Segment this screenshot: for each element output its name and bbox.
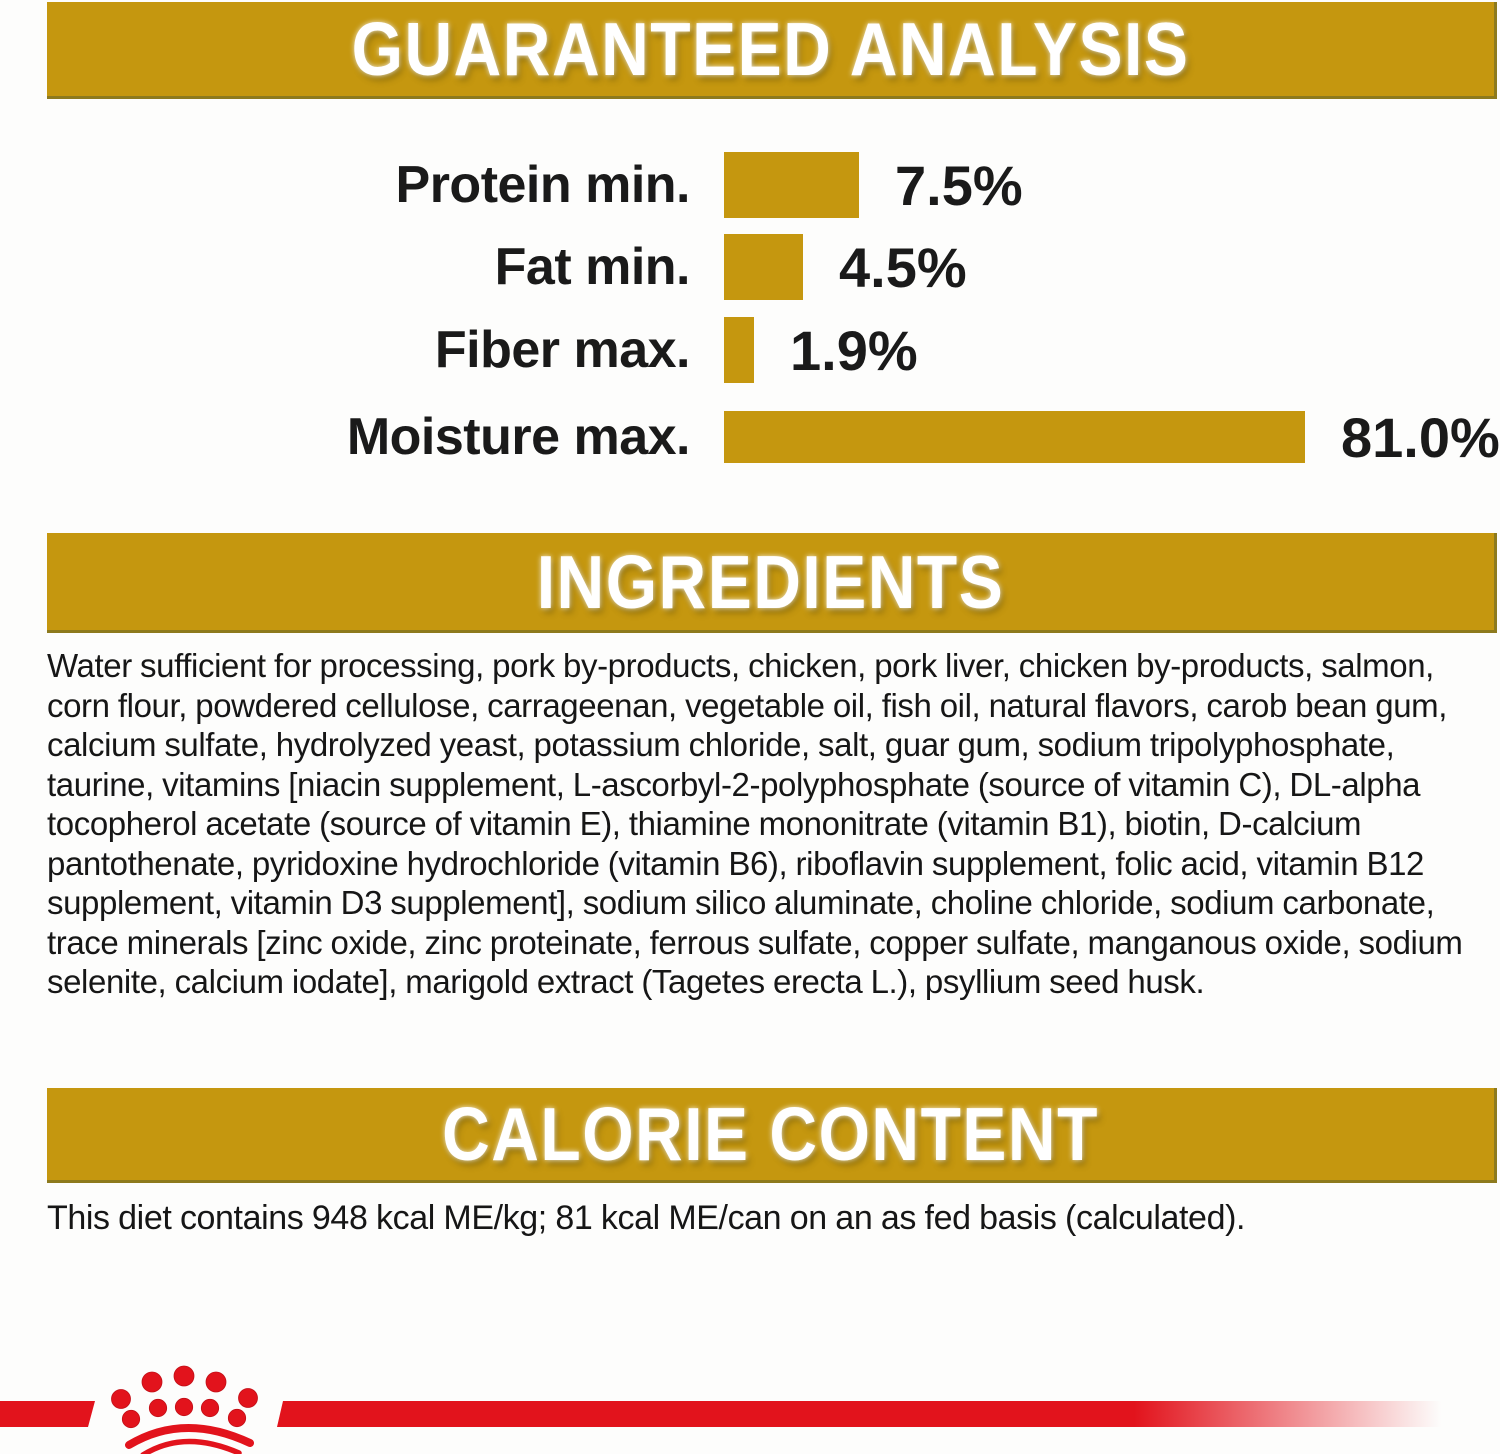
calorie-content-banner [47, 1088, 1497, 1183]
ingredients-title: INGREDIENTS [536, 539, 1005, 624]
chart-label-protein: Protein min. [395, 156, 690, 214]
guaranteed-analysis-banner [47, 2, 1497, 99]
red-stripe-left [0, 1401, 95, 1427]
guaranteed-analysis-title: GUARANTEED ANALYSIS [351, 6, 1190, 92]
red-stripe-right [277, 1401, 1465, 1427]
crown-logo-icon [112, 1366, 258, 1454]
ingredients-banner [47, 533, 1497, 633]
chart-bar-protein [724, 152, 859, 218]
calorie-content-title: CALORIE CONTENT [442, 1091, 1099, 1177]
chart-value-fat: 4.5% [839, 235, 967, 299]
chart-row-fiber [0, 310, 918, 390]
chart-bar-fat [724, 234, 803, 300]
chart-value-moisture: 81.0% [1341, 405, 1500, 469]
chart-row-fat [0, 227, 967, 307]
footer-brand-band [0, 1320, 1500, 1454]
calorie-content-statement: This diet contains 948 kcal ME/kg; 81 kcal ME/can on an as fed basis (calculated). [47, 1199, 1246, 1237]
chart-row-moisture [0, 397, 1500, 477]
chart-value-fiber: 1.9% [790, 318, 918, 382]
chart-row-protein [0, 145, 1023, 225]
chart-label-fat: Fat min. [494, 238, 690, 296]
chart-bar-fiber [724, 317, 754, 383]
chart-value-protein: 7.5% [895, 153, 1023, 217]
chart-label-fiber: Fiber max. [434, 321, 690, 379]
chart-label-moisture: Moisture max. [346, 408, 690, 466]
ingredients-paragraph: Water sufficient for processing, pork by-products, chicken, pork liver, chicken by-products, salmon, corn flour, powdered cellulose, carrageenan, vegetable oil, fish oil, natural flavors, carob bean gum, calcium sulfate, hydrolyzed yeast, potassium chloride, salt, guar gum, sodium tripolyphosphate, taurine, vitamins [niacin supplement, L-ascorbyl-2-polyphosphate (source of vitamin C), DL-alpha tocopherol acetate (source of vitamin E), thiamine mononitrate (vitamin B1), biotin, D-calcium pantothenate, pyridoxine hydrochloride (vitamin B6), riboflavin supplement, folic acid, vitamin B12 supplement, vitamin D3 supplement], sodium silico aluminate, choline chloride, sodium carbonate, trace minerals [zinc oxide, zinc proteinate, ferrous sulfate, copper sulfate, manganous oxide, sodium selenite, calcium iodate], marigold extract (Tagetes erecta L.), psyllium seed husk. [47, 647, 1463, 1000]
chart-bar-moisture [724, 411, 1305, 463]
